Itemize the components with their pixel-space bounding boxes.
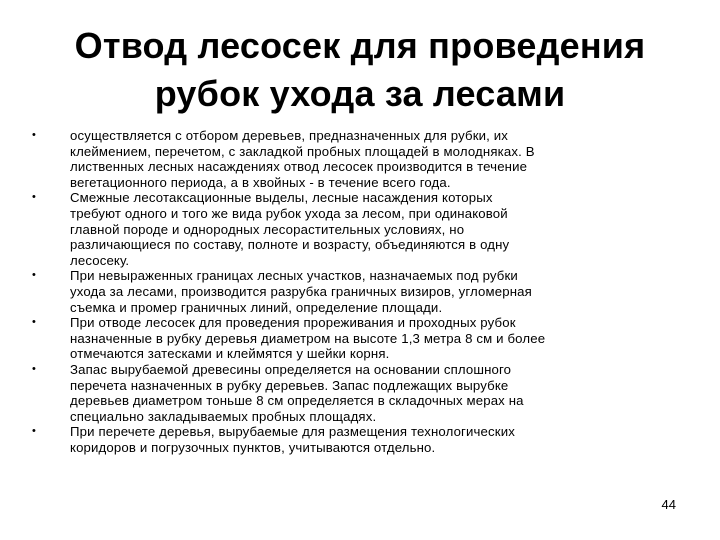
bullet-line: коридоров и погрузочных пунктов, учитываются отдельно.: [70, 439, 436, 455]
bullet-line: Смежные лесотаксационные выделы, лесные насаждения которых: [70, 190, 493, 206]
bullet-line: главной породе и однородных лесорастительных условиях, но: [70, 221, 465, 237]
page-number: 44: [661, 497, 676, 512]
bullet-line: специально закладываемых пробных площадях.: [70, 408, 377, 424]
bullet-line: лиственных лесных насаждениях отвод лесосек производится в течение: [70, 159, 528, 175]
bullet-line: лесосеку.: [70, 252, 130, 268]
bullet-line: деревьев диаметром тоньше 8 см определяется в складочных мерах на: [70, 393, 524, 409]
slide-title: [0, 22, 720, 118]
slide-title-line: рубок ухода за лесами: [154, 73, 566, 114]
bullet-line: требуют одного и того же вида рубок ухода за лесом, при одинаковой: [70, 205, 508, 221]
bullet-line: назначенные в рубку деревья диаметром на высоте 1,3 метра 8 см и более: [70, 330, 546, 346]
bullet-line: При невыраженных границах лесных участков, назначаемых под рубки: [70, 268, 518, 284]
bullet-item: [32, 128, 684, 190]
bullet-marker: •: [32, 362, 37, 375]
bullet-line: При отводе лесосек для проведения прореживания и проходных рубок: [70, 315, 516, 331]
bullet-list: [32, 128, 684, 455]
bullet-item: [32, 362, 684, 424]
bullet-item: [32, 268, 684, 315]
bullet-line: перечета назначенных в рубку деревьев. Запас подлежащих вырубке: [70, 377, 509, 393]
slide-title-line: Отвод лесосек для проведения: [74, 25, 646, 66]
bullet-item: [32, 190, 684, 268]
bullet-line: различающиеся по составу, полноте и возрасту, объединяются в одну: [70, 237, 510, 253]
bullet-item: [32, 424, 684, 455]
bullet-line: Запас вырубаемой древесины определяется на основании сплошного: [70, 361, 512, 377]
bullet-line: съемка и промер граничных линий, определение площади.: [70, 299, 443, 315]
bullet-marker: •: [32, 191, 37, 204]
bullet-line: вегетационного периода, а в хвойных - в течение всего года.: [70, 174, 451, 190]
bullet-marker: •: [32, 129, 37, 141]
bullet-line: осуществляется с отбором деревьев, предназначенных для рубки, их: [70, 128, 509, 143]
bullet-marker: •: [32, 269, 37, 282]
bullet-item: [32, 315, 684, 362]
bullet-line: отмечаются затесками и клеймятся у шейки корня.: [70, 346, 390, 362]
bullet-marker: •: [32, 316, 37, 329]
bullet-line: ухода за лесами, производится разрубка граничных визиров, угломерная: [70, 283, 532, 299]
bullet-marker: •: [32, 425, 37, 438]
bullet-line: клеймением, перечетом, с закладкой пробных площадей в молодняках. В: [70, 143, 535, 159]
bullet-line: При перечете деревья, вырубаемые для размещения технологических: [70, 424, 515, 440]
